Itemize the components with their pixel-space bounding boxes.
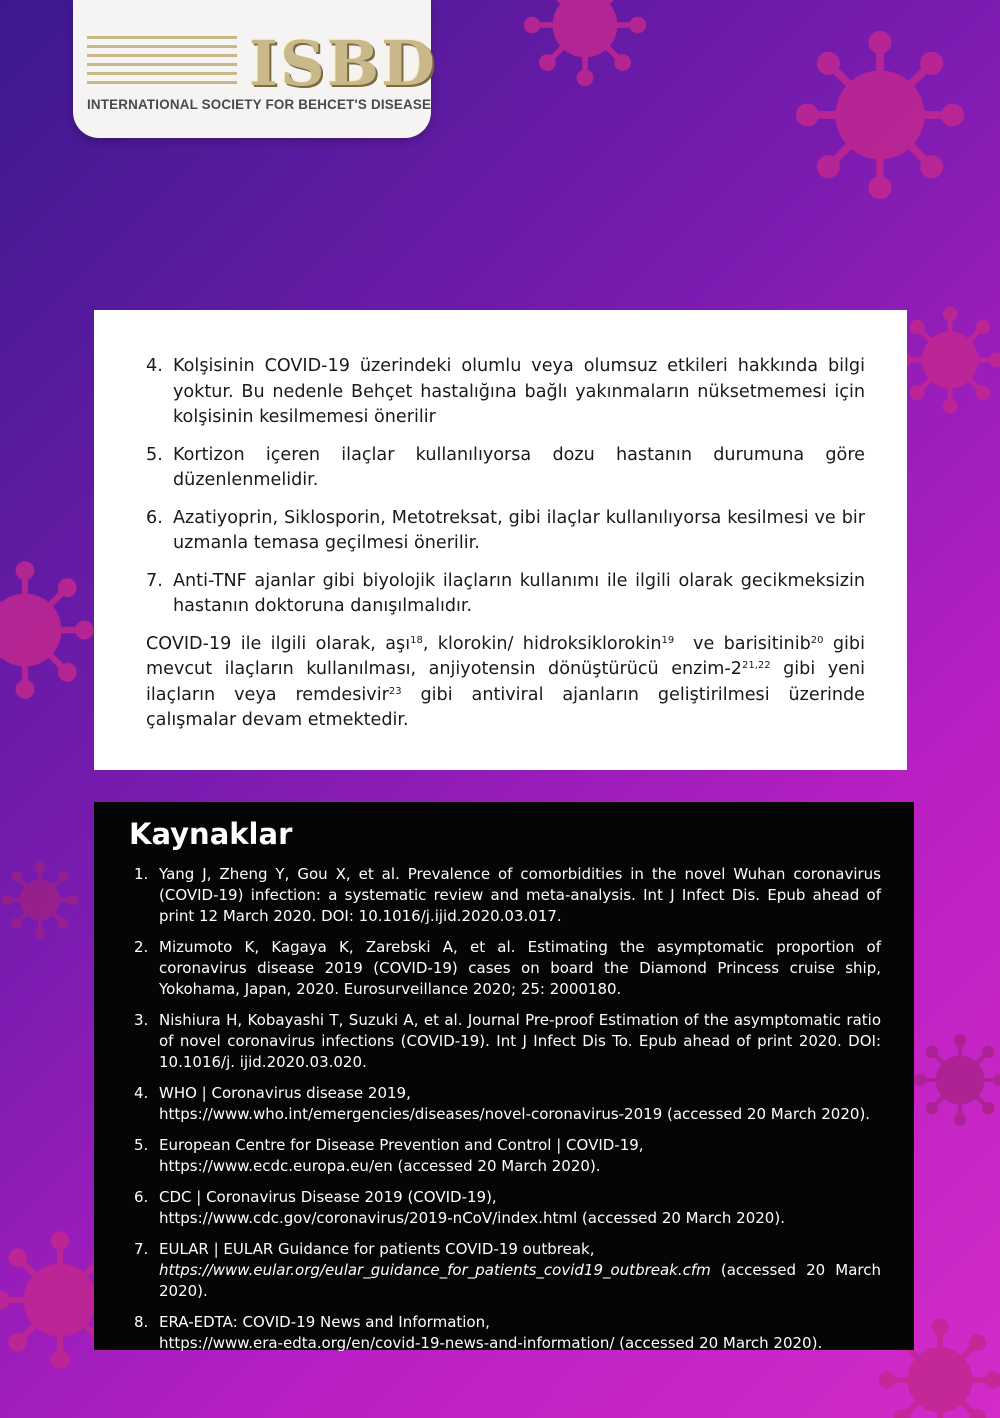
citation-ref: 23 (388, 685, 402, 697)
logo-subtitle: INTERNATIONAL SOCIETY FOR BEHCET'S DISEASE (87, 97, 432, 112)
reference-url-line (159, 1156, 881, 1177)
reference-item (134, 1135, 881, 1177)
reference-citation: Yang J, Zheng Y, Gou X, et al. Prevalence of comorbidities in the novel Wuhan coronavirus (COVID-19) infection: a systematic review and meta-analysis. Int J Infect Dis. Epub ahead of print 12 March 2020. DOI: 10.1016/j.ijid.2020.03.017. (159, 865, 881, 925)
reference-citation: ERA-EDTA: COVID-19 News and Information, (159, 1313, 490, 1331)
item-text: Azatiyoprin, Siklosporin, Metotreksat, gibi ilaçlar kullanılıyorsa kesilmesi ve bir uzmanla temasa geçilmesi önerilir. (173, 507, 865, 553)
reference-number: 2. (134, 938, 149, 956)
reference-item (134, 1312, 881, 1354)
reference-url-link[interactable]: https://www.cdc.gov/coronavirus/2019-nCoV/index.html (159, 1209, 578, 1227)
item-number: 4. (146, 356, 163, 376)
citation-ref: 21,22 (741, 660, 771, 671)
references-box (94, 802, 914, 1350)
citation-ref: 19 (661, 634, 675, 646)
reference-accessed: (accessed 20 March 2020). (392, 1157, 601, 1175)
reference-url-link[interactable]: https://www.era-edta.org/en/covid-19-news-and-information/ (159, 1334, 615, 1352)
reference-item (134, 1239, 881, 1302)
recommendation-item (146, 443, 865, 494)
reference-accessed: (accessed 20 March 2020). (614, 1334, 823, 1352)
reference-item (134, 937, 881, 1000)
recommendation-item (146, 354, 865, 431)
isbd-logo (73, 0, 437, 138)
citation-ref: 18 (410, 634, 423, 646)
reference-number: 4. (134, 1084, 149, 1102)
item-text: Kolşisinin COVID-19 üzerindeki olumlu veya olumsuz etkileri hakkında bilgi yoktur. Bu nedenle Behçet hastalığına bağlı yakınmaların nüksetmemesi için kolşisinin kesilmemesi önerilir (173, 356, 865, 427)
reference-url-link[interactable]: https://www.who.int/emergencies/diseases/novel-coronavirus-2019 (159, 1105, 663, 1123)
reference-url-link[interactable]: https://www.ecdc.europa.eu/en (159, 1157, 393, 1175)
reference-item (134, 1010, 881, 1073)
reference-number: 8. (134, 1313, 149, 1331)
reference-url-line (159, 1260, 881, 1302)
reference-url-link[interactable]: https://www.eular.org/eular_guidance_for_patients_covid19_outbreak.cfm (159, 1261, 711, 1279)
reference-text (159, 1135, 881, 1177)
para-text: gibi antiviral ajanların geliştirilmesi üzerinde çalışmalar devam etmektedir. (146, 684, 865, 730)
item-text: Anti-TNF ajanlar gibi biyolojik ilaçların kullanımı ile ilgili olarak gecikmeksizin hastanın doktoruna danışılmalıdır. (173, 570, 865, 616)
reference-text (159, 1083, 881, 1125)
para-text: ve barisitinib (674, 633, 811, 654)
item-number: 7. (146, 570, 163, 591)
logo-wordmark: ISBD (249, 27, 437, 100)
reference-item (134, 1083, 881, 1125)
reference-url-line (159, 1104, 881, 1125)
reference-citation: WHO | Coronavirus disease 2019, (159, 1084, 411, 1102)
reference-citation: Nishiura H, Kobayashi T, Suzuki A, et al. Journal Pre-proof Estimation of the asymptomatic ratio of novel coronavirus infections (COVID-19). Int J Infect Dis To. Epub ahead of print 2020. DOI: 10.1016/j. ijid.2020.03.020. (159, 1011, 881, 1071)
summary-paragraph (146, 632, 865, 734)
reference-url-line (159, 1208, 881, 1229)
reference-item (134, 864, 881, 927)
para-text: gibi yeni ilaçların veya remdesivir (146, 659, 865, 705)
reference-number: 7. (134, 1240, 149, 1258)
reference-text (159, 1312, 881, 1354)
reference-number: 5. (134, 1136, 149, 1154)
recommendation-item (146, 506, 865, 557)
reference-accessed: (accessed 20 March 2020). (662, 1105, 871, 1123)
reference-accessed: (accessed 20 March 2020). (159, 1261, 881, 1300)
references-title: Kaynaklar (129, 817, 293, 851)
references-list (134, 864, 881, 1354)
citation-ref: 20 (810, 634, 824, 646)
para-text: gibi mevcut ilaçların kullanılması, anjiyotensin dönüştürücü enzim-2 (146, 633, 865, 679)
reference-text (159, 1239, 881, 1302)
item-text: Kortizon içeren ilaçlar kullanılıyorsa dozu hastanın durumuna göre düzenlenmelidir. (173, 444, 865, 490)
reference-text (159, 1010, 881, 1073)
reference-number: 6. (134, 1188, 149, 1206)
reference-item (134, 1187, 881, 1229)
reference-accessed: (accessed 20 March 2020). (577, 1209, 785, 1227)
reference-text (159, 864, 881, 927)
reference-number: 1. (134, 865, 149, 883)
logo-stripes-icon (87, 34, 237, 90)
recommendations-box (94, 310, 907, 770)
para-text: COVID-19 ile ilgili olarak, aşı (146, 633, 411, 654)
reference-url-line (159, 1333, 881, 1354)
para-text: , klorokin/ hidroksiklorokin (422, 633, 662, 654)
reference-citation: Mizumoto K, Kagaya K, Zarebski A, et al. Estimating the asymptomatic proportion of coronavirus disease 2019 (COVID-19) cases on board the Diamond Princess cruise ship, Yokohama, Japan, 2020. Eurosurveillance 2020; 25: 2000180. (159, 938, 881, 998)
reference-text (159, 937, 881, 1000)
reference-number: 3. (134, 1011, 149, 1029)
item-number: 5. (146, 444, 163, 465)
reference-citation: European Centre for Disease Prevention and Control | COVID-19, (159, 1136, 644, 1154)
item-number: 6. (146, 507, 163, 528)
reference-citation: CDC | Coronavirus Disease 2019 (COVID-19), (159, 1188, 497, 1206)
recommendation-item (146, 569, 865, 620)
reference-text (159, 1187, 881, 1229)
reference-citation: EULAR | EULAR Guidance for patients COVID-19 outbreak, (159, 1240, 595, 1258)
